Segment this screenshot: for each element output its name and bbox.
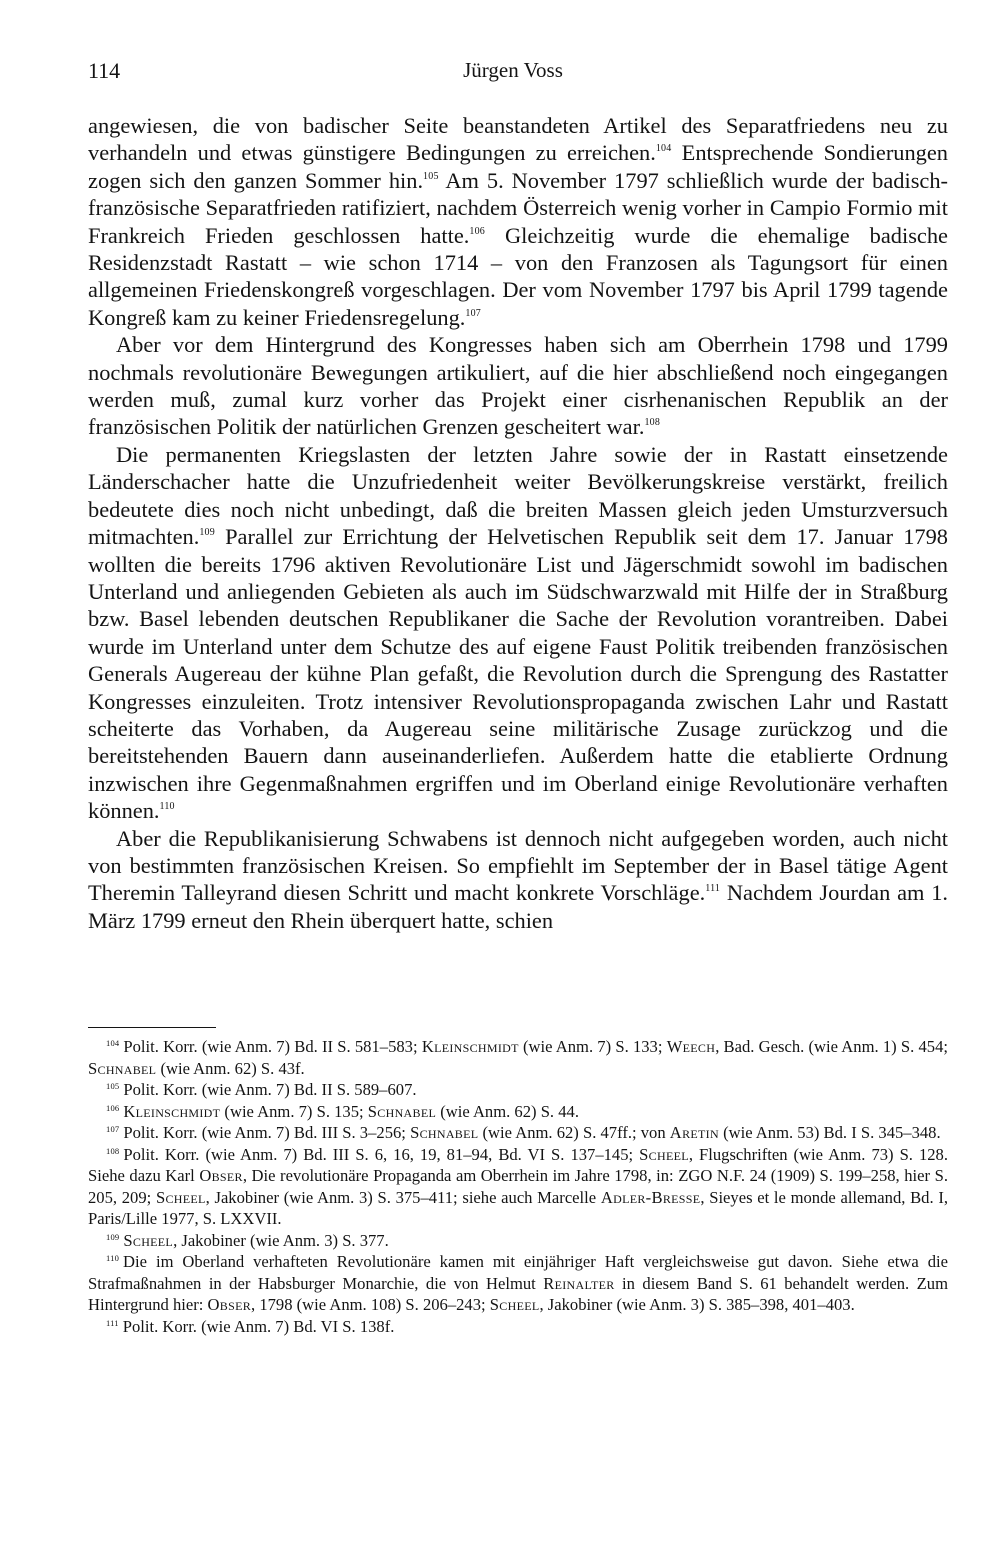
text-run: (wie Anm. 53) Bd. I S. 345–348.	[718, 1123, 941, 1142]
footnote-107	[88, 1122, 948, 1144]
text-run: angewiesen, die von badischer Seite beanstandeten Artikel des Separatfriedens neu zu verhandeln und etwas günstigere Bedingungen zu erreichen.	[88, 113, 948, 166]
text-run: (wie Anm. 7) S. 135;	[220, 1101, 368, 1121]
footnote-number: 110	[106, 1253, 120, 1263]
text-run: Aber vor dem Hintergrund des Kongresses haben sich am Oberrhein 1798 und 1799 nochmals revolutionäre Bewegungen artikuliert, auf die hier abschließend noch eingegangen werden muß, zumal kurz vorher das Projekt einer cisrhenanischen Republik an der französischen Politik der natürlichen Grenzen gescheitert war.	[88, 332, 948, 440]
author-name: Scheel	[155, 1187, 206, 1207]
paragraph-3	[88, 441, 948, 825]
text-run: , Flugschriften (wie Anm. 73) S. 128. Siehe dazu Karl	[88, 1144, 948, 1185]
text-run: , Sieyes et le monde allemand, Bd. I, Paris/Lille 1977, S. LXXVII.	[88, 1187, 948, 1228]
page-header	[88, 58, 938, 88]
text-run: Polit. Korr. (wie Anm. 7) Bd. VI S. 138f.	[122, 1316, 395, 1336]
text-run: (wie Anm. 7) S. 133;	[518, 1037, 667, 1056]
author-name: Obser	[199, 1166, 243, 1185]
author-name: Kleinschmidt	[421, 1037, 519, 1056]
footnote-separator	[88, 1027, 216, 1028]
text-run: Gleichzeitig wurde die ehemalige badische Residenzstadt Rastatt – wie schon 1714 – von den Franzosen als Tagungsort für einen allgemeinen Friedenskongreß vorgeschlagen. Der vom November 1797 bis April 1799 tagende Kongreß kam zu keiner Friedensregelung.	[88, 222, 948, 330]
text-run: Polit. Korr. (wie Anm. 7) Bd. II S. 581–583;	[123, 1037, 422, 1056]
author-name: Kleinschmidt	[123, 1101, 221, 1121]
text-run: in diesem Band S. 61 behandelt werden. Zum Hintergrund hier:	[88, 1273, 948, 1314]
footnote-number: 109	[106, 1231, 120, 1242]
text-run: Die permanenten Kriegslasten der letzten Jahre sowie der in Rastatt einsetzende Länderschacher hatte die Unzufriedenheit weiter Bevölkerungskreise verstärkt, freilich bedeutete dies noch nicht unbedingt, daß die breiten Massen gleich jeden Umsturzversuch mitmachten.	[88, 441, 948, 550]
author-name: Aretin	[669, 1123, 719, 1142]
text-run: Polit. Korr. (wie Anm. 7) Bd. III S. 3–256;	[123, 1123, 411, 1142]
footnote-number: 104	[106, 1038, 120, 1048]
text-run: (wie Anm. 62) S. 44.	[436, 1101, 579, 1121]
author-name: Schnabel	[410, 1123, 479, 1142]
text-run: , Jakobiner (wie Anm. 3) S. 377.	[173, 1230, 389, 1250]
author-name: Weech	[666, 1037, 716, 1056]
text-run: , Bad. Gesch. (wie Anm. 1) S. 454;	[715, 1037, 949, 1056]
footnote-number: 106	[106, 1102, 120, 1113]
text-run: , Jakobiner (wie Anm. 3) S. 375–411; siehe auch Marcelle	[205, 1187, 601, 1207]
footnote-109	[88, 1230, 948, 1252]
author-name: Schnabel	[88, 1058, 157, 1078]
author-name: Reinalter	[543, 1273, 615, 1293]
footnote-ref[interactable]: 106	[469, 225, 486, 237]
footnote-105	[88, 1079, 948, 1101]
text-run: Am 5. November 1797 schließlich wurde der badisch-französische Separatfrieden ratifiziert, nachdem Österreich wenig vorher in Campio Formio mit Frankreich Frieden geschlossen hatte.	[88, 167, 948, 248]
author-name: Obser	[207, 1295, 252, 1314]
author-name: Scheel	[639, 1144, 689, 1164]
text-run: (wie Anm. 62) S. 43f.	[156, 1058, 305, 1078]
author-name: Schnabel	[367, 1101, 437, 1121]
text-run: Aber die Republikanisierung Schwabens ist dennoch nicht aufgegeben worden, auch nicht von bestimmten französischen Kreisen. So empfiehlt im September der in Basel tätige Agent Theremin Talleyrand diesen Schritt und macht konkrete Vorschläge.	[88, 825, 948, 906]
footnote-number: 105	[106, 1081, 120, 1091]
footnote-ref[interactable]: 104	[655, 143, 672, 155]
page-number: 114	[88, 58, 121, 83]
footnote-number: 108	[106, 1145, 120, 1156]
text-run: Nachdem Jourdan am 1. März 1799 erneut den Rhein überquert hatte, schien	[88, 880, 948, 933]
text-run: (wie Anm. 62) S. 47ff.; von	[478, 1123, 670, 1142]
footnote-ref[interactable]: 109	[199, 527, 215, 539]
paragraph-4	[88, 825, 948, 935]
text-run: , 1798 (wie Anm. 108) S. 206–243;	[251, 1295, 490, 1314]
footnote-111	[88, 1316, 948, 1338]
footnote-110	[88, 1251, 948, 1316]
author-name: Scheel	[123, 1230, 174, 1250]
footnote-106	[88, 1101, 948, 1123]
text-run: Entsprechende Sondierungen zogen sich den ganzen Sommer hin.	[88, 140, 948, 193]
paragraph-2	[88, 331, 948, 441]
footnote-number: 111	[106, 1317, 119, 1328]
running-title: Jürgen Voss	[463, 58, 563, 82]
text-run: Die im Oberland verhafteten Revolutionäre kamen mit einjähriger Haft vergleichsweise gut davon. Siehe etwa die Strafmaßnahmen in der Habsburger Monarchie, die von Helmut	[88, 1252, 948, 1293]
footnote-number: 107	[106, 1124, 120, 1134]
footnote-ref[interactable]: 105	[423, 170, 439, 182]
text-run: Polit. Korr. (wie Anm. 7) Bd. II S. 589–607.	[123, 1080, 417, 1099]
paragraph-1	[88, 112, 948, 331]
author-name: Adler-Bresse	[600, 1187, 701, 1207]
text-run: , Jakobiner (wie Anm. 3) S. 385–398, 401–403.	[539, 1295, 855, 1314]
text-run: Parallel zur Errichtung der Helvetischen Republik seit dem 17. Januar 1798 wollten die bereits 1796 aktiven Revolutionäre List und Jägerschmidt sowohl im badischen Unterland und anliegenden Gebieten als auch im Südschwarzwald mit Hilfe der in Straßburg bzw. Basel lebenden deutschen Republikaner die Sache der Revolution vorantreiben. Dabei wurde im Unterland unter dem Schutze des auf eigene Faust Politik treibenden französischen Generals Augereau der kühne Plan gefaßt, die Revolution durch die Sprengung des Rastatter Kongresses einzuleiten. Trotz intensiver Revolutionspropaganda zwischen Lahr und Rastatt scheiterte das Vorhaben, da Augereau seine militärische Zusage zurückzog und die bereitstehenden Bauern dann auseinanderliefen. Außerdem hatte die etablierte Ordnung inzwischen ihre Gegenmaßnahmen ergriffen und im Oberland einige Revolutionäre verhaften können.	[88, 524, 948, 824]
footnote-ref[interactable]: 111	[705, 883, 721, 895]
footnote-ref[interactable]: 110	[159, 801, 175, 813]
text-run: , Die revolutionäre Propaganda am Oberrhein im Jahre 1798, in: ZGO N.F. 24 (1909) S. 199–258, hier S. 205, 209;	[88, 1166, 948, 1207]
text-run: Polit. Korr. (wie Anm. 7) Bd. III S. 6, 16, 19, 81–94, Bd. VI S. 137–145;	[123, 1144, 640, 1164]
footnote-108	[88, 1144, 948, 1230]
author-name: Scheel	[489, 1295, 540, 1314]
footnotes	[88, 1036, 948, 1337]
main-text	[88, 112, 948, 934]
footnote-ref[interactable]: 108	[644, 417, 661, 429]
footnote-104	[88, 1036, 948, 1079]
footnote-ref[interactable]: 107	[465, 307, 482, 319]
